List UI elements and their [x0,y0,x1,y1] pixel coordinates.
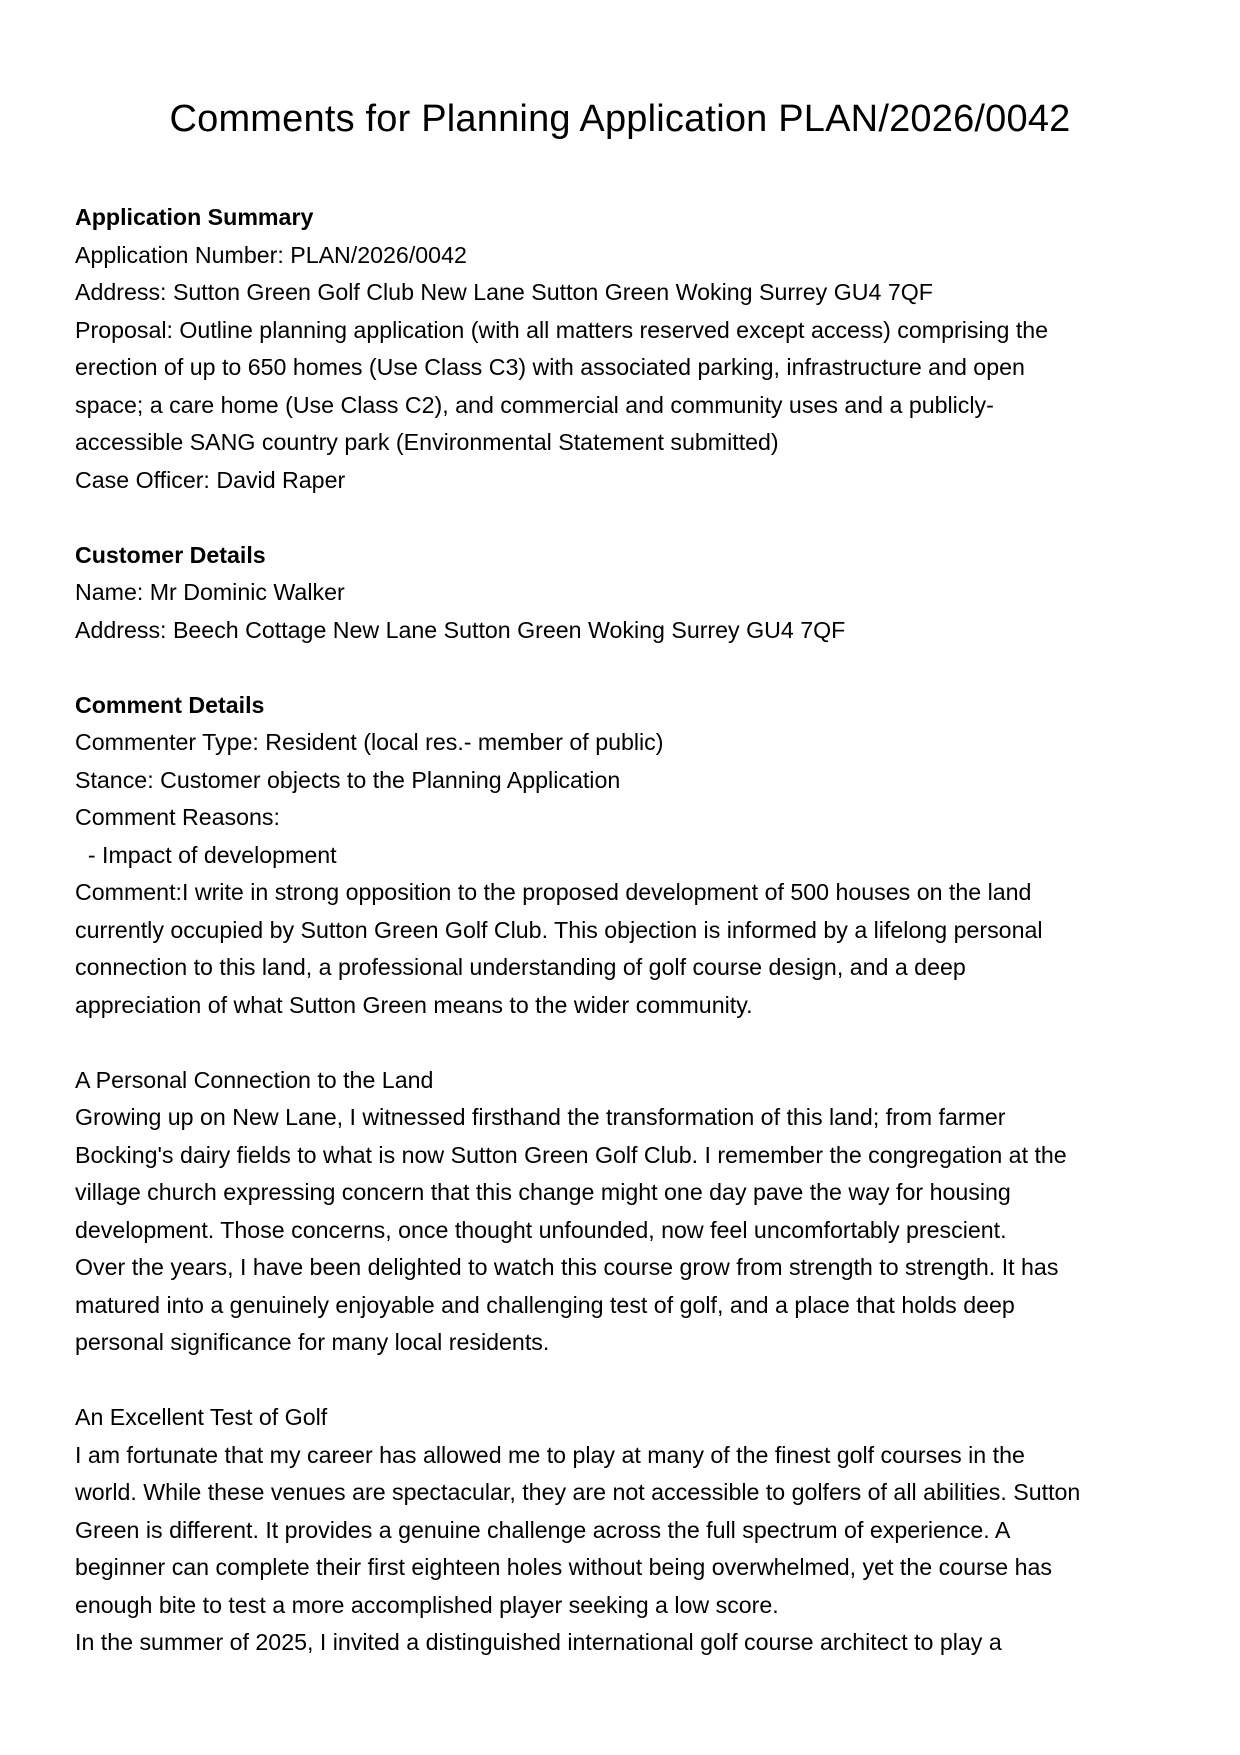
application-address: Address: Sutton Green Golf Club New Lane Sutton Green Woking Surrey GU4 7QF [75,279,933,305]
personal-connection-line: matured into a genuinely enjoyable and challenging test of golf, and a place that holds deep [75,1291,1015,1318]
test-of-golf-line: Green is different. It provides a genuine challenge across the full spectrum of experience. A [75,1516,1011,1543]
customer-name: Name: Mr Dominic Walker [75,579,345,605]
spacer [75,649,1165,687]
proposal-line: Proposal: Outline planning application (with all matters reserved except access) comprising the [75,316,1049,343]
test-of-golf-line: I am fortunate that my career has allowed me to play at many of the finest golf courses in the [75,1441,1025,1468]
personal-connection-heading: A Personal Connection to the Land [75,1066,434,1093]
page-title: Comments for Planning Application PLAN/2026/0042 [169,98,1071,140]
test-of-golf-line: world. While these venues are spectacular, they are not accessible to golfers of all abilities. Sutton [75,1479,1081,1505]
test-of-golf-line: enough bite to test a more accomplished player seeking a low score. [75,1591,779,1618]
test-of-golf-heading: An Excellent Test of Golf [75,1404,328,1430]
comment-details-heading: Comment Details [75,691,265,718]
case-officer: Case Officer: David Raper [75,466,346,493]
comment-text-line: currently occupied by Sutton Green Golf Club. This objection is informed by a lifelong personal [75,916,1043,943]
document-body [75,199,1165,1662]
application-summary-heading: Application Summary [75,204,314,230]
comment-text-line: Comment:I write in strong opposition to the proposed development of 500 houses on the land [75,879,1032,905]
comment-details-section [75,687,1165,1662]
personal-connection-line: personal significance for many local residents. [75,1329,550,1355]
comment-reasons-label: Comment Reasons: [75,804,280,830]
test-of-golf-line: beginner can complete their first eighteen holes without being overwhelmed, yet the course has [75,1554,1053,1580]
comment-reason-item: - Impact of development [75,841,337,868]
proposal-line: erection of up to 650 homes (Use Class C3) with associated parking, infrastructure and open [75,354,1025,380]
spacer [75,1024,1165,1062]
stance: Stance: Customer objects to the Planning Application [75,766,621,793]
test-of-golf-line: In the summer of 2025, I invited a distinguished international golf course architect to play a [75,1629,1002,1655]
proposal-line: accessible SANG country park (Environmental Statement submitted) [75,429,779,455]
personal-connection-line: Growing up on New Lane, I witnessed firsthand the transformation of this land; from farmer [75,1104,1006,1130]
customer-details-heading: Customer Details [75,541,266,568]
commenter-type: Commenter Type: Resident (local res.- member of public) [75,729,664,755]
personal-connection-line: development. Those concerns, once thought unfounded, now feel uncomfortably prescient. [75,1216,1007,1243]
spacer [75,1362,1165,1400]
comment-text-line: appreciation of what Sutton Green means to the wider community. [75,991,753,1018]
comment-text-line: connection to this land, a professional understanding of golf course design, and a deep [75,954,966,980]
application-summary-section [75,199,1165,499]
customer-address: Address: Beech Cottage New Lane Sutton Green Woking Surrey GU4 7QF [75,616,846,643]
proposal-line: space; a care home (Use Class C2), and commercial and community uses and a publicly- [75,391,994,418]
personal-connection-line: Over the years, I have been delighted to watch this course grow from strength to strength. It has [75,1254,1059,1280]
personal-connection-line: village church expressing concern that this change might one day pave the way for housing [75,1179,1011,1205]
customer-details-section [75,537,1165,650]
application-number: Application Number: PLAN/2026/0042 [75,241,467,268]
personal-connection-line: Bocking's dairy fields to what is now Sutton Green Golf Club. I remember the congregation at the [75,1141,1067,1168]
spacer [75,499,1165,537]
